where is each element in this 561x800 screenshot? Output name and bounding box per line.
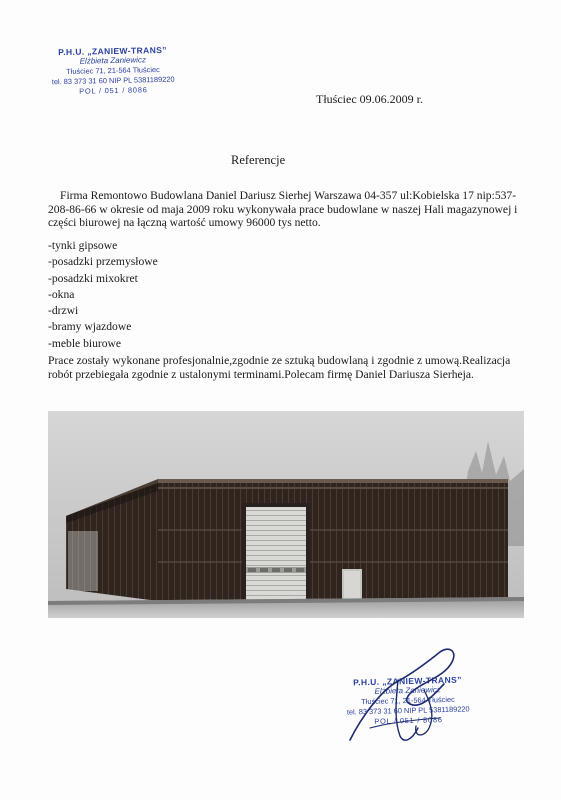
- stamp-owner-name: Elżbieta Zaniewicz: [374, 685, 441, 696]
- letter-title: Referencje: [231, 153, 286, 167]
- letter-date: Tłuściec 09.06.2009 r.: [316, 92, 423, 106]
- stamp-owner-name: Elżbieta Zaniewicz: [79, 55, 146, 66]
- works-list-item: -drzwi: [48, 304, 79, 318]
- handwritten-signature: [340, 640, 470, 750]
- works-list: [48, 238, 158, 352]
- closing-paragraph: Prace zostały wykonane profesjonalnie,zgodnie ze sztuką budowlaną i zgodnie z umową.Realizacja robót przebiegała zgodnie z ustalonymi terminami.Polecam firmę Daniel Dariusza Sierheja.: [48, 354, 511, 381]
- stamp-phone-nip: tel. 83 373 31 60 NIP PL 5381189220: [51, 74, 175, 87]
- stamp-phone-nip: tel. 83 373 31 60 NIP PL 5381189220: [346, 704, 470, 717]
- works-list-item: -bramy wjazdowe: [48, 320, 132, 334]
- warehouse-photo: [48, 411, 524, 618]
- stamp-pol-number: POL / 051 / 8086: [79, 85, 148, 96]
- reference-paragraph: [48, 189, 518, 230]
- company-stamp-top: [47, 45, 178, 98]
- works-list-item: -tynki gipsowe: [48, 239, 118, 252]
- works-list-item: -posadzki przemysłowe: [48, 255, 158, 269]
- stamp-pol-number: POL / 051 / 8086: [374, 715, 443, 726]
- works-list-item: -posadzki mixokret: [48, 271, 138, 285]
- stamp-company-name: P.H.U. „ZANIEW-TRANS”: [353, 674, 462, 688]
- works-list-item: -meble biurowe: [48, 336, 122, 350]
- stamp-company-name: P.H.U. „ZANIEW-TRANS”: [58, 44, 168, 58]
- reference-paragraph-text: Firma Remontowo Budowlana Daniel Dariusz Sierhej Warszawa 04-357 ul:Kobielska 17 nip:537-208-86-66 w okresie od maja 2009 roku wykonywała prace budowlane w naszej Hali magazynowej i części biurowej na łączną wartość umowy 96000 tys netto.: [48, 189, 518, 230]
- works-list-item: -okna: [48, 287, 75, 301]
- stamp-address: Tłuściec 71, 21-564 Tłuściec: [66, 65, 160, 76]
- stamp-address: Tłuściec 71, 21-564 Tłuściec: [361, 694, 455, 707]
